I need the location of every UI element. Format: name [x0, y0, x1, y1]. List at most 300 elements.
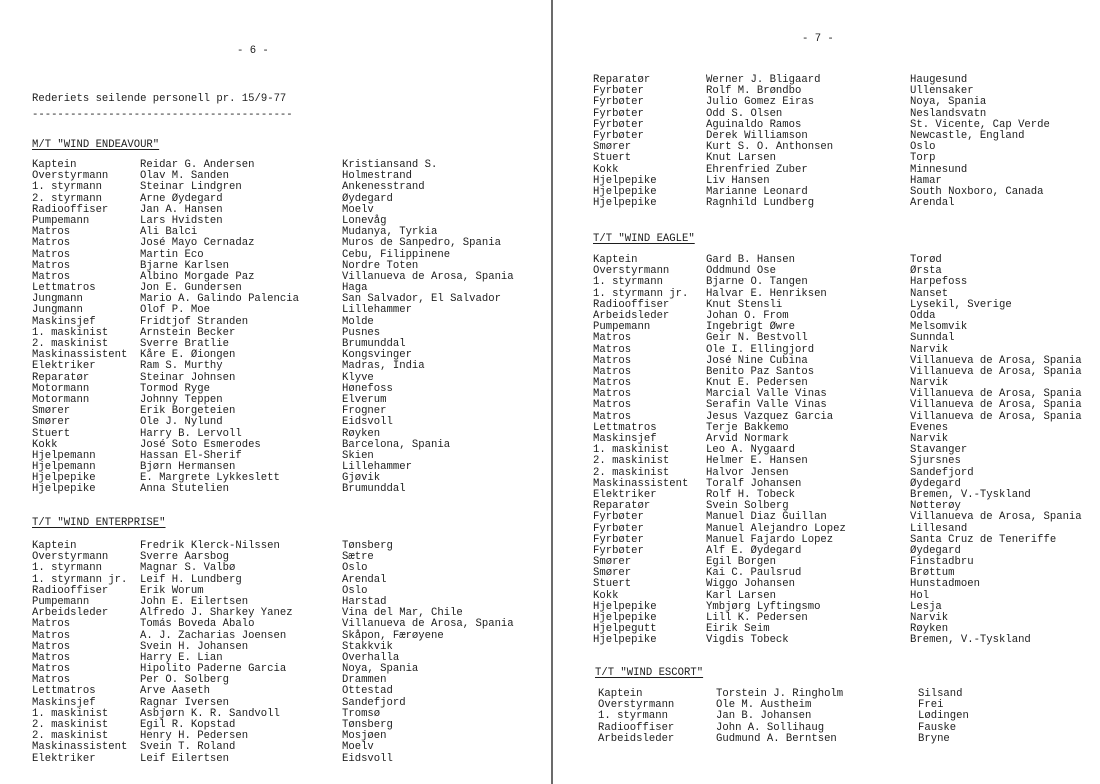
crew-hometown: Oslo	[342, 562, 368, 575]
crew-hometown: Villanueva de Arosa, Spania	[910, 399, 1082, 412]
crew-row	[32, 205, 544, 216]
crew-row	[32, 675, 544, 686]
crew-row	[593, 400, 1093, 411]
crew-hometown: Holmestrand	[342, 170, 412, 183]
crew-name: Sverre Aarsbog	[140, 551, 230, 564]
crew-position: Matros	[32, 226, 71, 239]
crew-name: Karl Larsen	[706, 589, 776, 602]
crew-position: Radiooffiser	[32, 203, 109, 216]
crew-hometown: Hamar	[910, 174, 942, 187]
crew-hometown: Skien	[342, 449, 374, 462]
crew-name: Per O. Solberg	[140, 674, 230, 687]
crew-hometown: Nordre Toten	[342, 259, 419, 272]
crew-hometown: Mudanya, Tyrkia	[342, 226, 438, 239]
crew-hometown: Skåpon, Færøyene	[342, 629, 444, 642]
crew-position: Fyrbøter	[593, 129, 644, 142]
crew-hometown: Harpefoss	[910, 276, 968, 289]
crew-hometown: Narvik	[910, 612, 949, 624]
crew-position: Kaptein	[593, 254, 638, 266]
crew-name: Alfredo J. Sharkey Yanez	[140, 607, 293, 620]
crew-hometown: Øydegard	[910, 544, 961, 557]
crew-name: Bjørn Hermansen	[140, 461, 236, 474]
crew-row	[32, 586, 544, 597]
crew-row	[593, 591, 1093, 602]
crew-list-wind-escort	[598, 689, 1098, 745]
crew-row	[32, 631, 544, 642]
crew-name: Tomás Boveda Abalo	[140, 618, 255, 631]
crew-hometown: Lillesand	[910, 522, 968, 535]
crew-name: Gard B. Hansen	[706, 254, 796, 266]
crew-position: Motormann	[32, 382, 90, 395]
crew-position: Pumpemann	[32, 214, 90, 227]
crew-row	[593, 512, 1093, 523]
crew-position: Stuert	[593, 578, 632, 591]
crew-hometown: Ottestad	[342, 685, 393, 698]
crew-name: José Soto Esmerodes	[140, 438, 261, 451]
crew-position: 2. maskinist	[32, 719, 109, 731]
crew-hometown: Villanueva de Arosa, Spania	[910, 388, 1082, 401]
crew-row	[593, 97, 1093, 108]
crew-row	[593, 165, 1093, 176]
crew-row	[32, 294, 544, 305]
crew-name: Leif H. Lundberg	[140, 573, 242, 586]
crew-row	[593, 333, 1093, 344]
crew-hometown: Santa Cruz de Teneriffe	[910, 533, 1057, 546]
crew-name: Arnstein Becker	[140, 326, 236, 339]
crew-position: Maskinsjef	[32, 315, 96, 328]
crew-position: Matros	[593, 354, 632, 367]
crew-name: Svein H. Johansen	[140, 640, 249, 653]
crew-row	[593, 153, 1093, 164]
crew-row	[593, 311, 1093, 322]
crew-position: Kaptein	[32, 540, 77, 552]
crew-position: Matros	[32, 674, 71, 687]
crew-position: Lettmatros	[32, 282, 96, 295]
crew-position: Elektriker	[593, 488, 657, 501]
crew-list-wind-enterprise	[32, 541, 544, 765]
crew-row	[32, 563, 544, 574]
crew-name: Ole J. Nylund	[140, 416, 223, 429]
crew-hometown: Vina del Mar, Chile	[342, 607, 463, 620]
crew-row	[32, 272, 544, 283]
crew-hometown: Tromsø	[342, 707, 381, 720]
crew-hometown: Narvik	[910, 377, 949, 390]
crew-name: Derek Williamson	[706, 129, 808, 142]
crew-hometown: Stavanger	[910, 444, 968, 457]
crew-position: Matros	[593, 365, 632, 378]
crew-name: Ingebrigt Øwre	[706, 321, 796, 334]
crew-name: Tormod Ryge	[140, 382, 210, 395]
crew-row	[593, 456, 1093, 467]
crew-row	[593, 322, 1093, 333]
crew-position: Fyrbøter	[593, 107, 644, 120]
crew-row	[32, 182, 544, 193]
crew-hometown: Moelv	[342, 741, 374, 754]
crew-position: Motormann	[32, 393, 90, 406]
crew-position: Stuert	[593, 152, 632, 165]
crew-row	[598, 700, 1098, 711]
crew-row	[32, 160, 544, 171]
crew-hometown: Pusnes	[342, 326, 381, 339]
crew-name: Mario A. Galindo Palencia	[140, 293, 299, 306]
crew-hometown: Arendal	[342, 573, 387, 586]
crew-hometown: Bremen, V.-Tyskland	[910, 634, 1031, 647]
ship-title-wind-enterprise: T/T "WIND ENTERPRISE"	[32, 517, 166, 529]
crew-hometown: Haugesund	[910, 74, 968, 86]
crew-name: José Nine Cubina	[706, 354, 808, 367]
crew-hometown: Bryne	[918, 732, 950, 745]
crew-position: Fyrbøter	[593, 533, 644, 546]
crew-row	[593, 86, 1093, 97]
crew-hometown: Brøttum	[910, 567, 955, 580]
crew-name: Harry E. Lian	[140, 651, 223, 664]
crew-row	[593, 613, 1093, 624]
crew-name: Fridtjof Stranden	[140, 315, 249, 328]
crew-name: Marianne Leonard	[706, 185, 808, 198]
crew-row	[32, 541, 544, 552]
crew-name: Torstein J. Ringholm	[716, 688, 844, 700]
crew-hometown: Bremen, V.-Tyskland	[910, 488, 1031, 501]
crew-hometown: Frei	[918, 699, 944, 712]
crew-hometown: Lødingen	[918, 710, 969, 723]
crew-hometown: Røyken	[342, 427, 381, 440]
crew-position: Pumpemann	[593, 321, 651, 334]
crew-row	[593, 345, 1093, 356]
crew-name: Knut E. Pedersen	[706, 377, 808, 390]
crew-hometown: Ørsta	[910, 265, 942, 278]
crew-name: Jan A. Hansen	[140, 203, 223, 216]
crew-hometown: Sætre	[342, 551, 374, 564]
crew-position: 2. maskinist	[593, 466, 670, 479]
crew-name: Jon E. Gundersen	[140, 282, 242, 295]
crew-position: Overstyrmann	[593, 265, 670, 278]
crew-hometown: Narvik	[910, 433, 949, 445]
crew-name: Julio Gomez Eiras	[706, 96, 815, 109]
crew-hometown: Torp	[910, 152, 936, 165]
crew-position: 1. maskinist	[593, 444, 670, 457]
crew-name: Svein T. Roland	[140, 741, 236, 754]
crew-row	[32, 328, 544, 339]
crew-hometown: Gjøvik	[342, 472, 381, 485]
crew-hometown: Evenes	[910, 421, 949, 434]
crew-row	[32, 686, 544, 697]
crew-row	[593, 568, 1093, 579]
crew-position: 1. styrmann	[32, 562, 102, 575]
crew-position: Radiooffiser	[598, 721, 675, 734]
crew-row	[593, 423, 1093, 434]
crew-position: 1. maskinist	[32, 326, 109, 339]
crew-position: Matros	[32, 248, 71, 261]
crew-hometown: Noya, Spania	[910, 96, 987, 109]
crew-row	[32, 440, 544, 451]
crew-name: Liv Hansen	[706, 174, 770, 187]
crew-name: Jan B. Johansen	[716, 710, 812, 723]
crew-hometown: Melsomvik	[910, 321, 968, 334]
crew-hometown: Oslo	[910, 141, 936, 154]
crew-hometown: Øydegard	[342, 192, 393, 205]
crew-name: Oddmund Ose	[706, 265, 776, 278]
crew-position: Matros	[32, 259, 71, 272]
crew-hometown: Fauske	[918, 721, 957, 734]
crew-hometown: Silsand	[918, 688, 963, 700]
crew-hometown: Tønsberg	[342, 719, 393, 731]
crew-hometown: Øydegard	[910, 477, 961, 490]
crew-row	[32, 653, 544, 664]
ship-title-wind-escort: T/T "WIND ESCORT"	[595, 667, 704, 679]
crew-row	[32, 575, 544, 586]
crew-position: Smører	[593, 141, 632, 154]
crew-name: Ali Balci	[140, 226, 198, 239]
crew-row	[593, 524, 1093, 535]
crew-hometown: Harstad	[342, 595, 387, 608]
crew-position: 1. styrmann	[598, 710, 668, 723]
crew-hometown: Stakkvik	[342, 640, 393, 653]
crew-position: Elektriker	[32, 360, 96, 373]
crew-row	[593, 187, 1093, 198]
crew-position: Hjelpepike	[593, 634, 657, 647]
crew-row	[32, 194, 544, 205]
crew-position: Hjelpemann	[32, 461, 96, 474]
crew-name: Manuel Alejandro Lopez	[706, 522, 846, 535]
crew-hometown: Madras, India	[342, 360, 425, 373]
crew-hometown: Brumunddal	[342, 483, 406, 496]
crew-position: 1. styrmann	[32, 181, 102, 194]
crew-position: Fyrbøter	[593, 544, 644, 557]
crew-name: Erik Borgeteien	[140, 405, 236, 418]
crew-hometown: Sandefjord	[910, 466, 974, 479]
crew-name: Harry B. Lervoll	[140, 427, 242, 440]
crew-hometown: Villanueva de Arosa, Spania	[910, 365, 1082, 378]
crew-hometown: Villanueva de Arosa, Spania	[910, 354, 1082, 367]
crew-position: 1. styrmann	[593, 276, 663, 289]
crew-hometown: Neslandsvatn	[910, 107, 987, 120]
crew-position: Hjelpepike	[32, 472, 96, 485]
crew-name: Rolf H. Tobeck	[706, 488, 796, 501]
crew-name: Terje Bakkemo	[706, 421, 789, 434]
crew-position: Hjelpepike	[593, 185, 657, 198]
crew-name: Arne Øydegard	[140, 192, 223, 205]
ship-title-wind-endeavour: M/T "WIND ENDEAVOUR"	[32, 139, 160, 151]
crew-position: Hjelpepike	[593, 197, 657, 210]
crew-name: Aguinaldo Ramos	[706, 118, 802, 131]
crew-row	[593, 546, 1093, 557]
crew-hometown: Kongsvinger	[342, 349, 412, 362]
crew-hometown: St. Vicente, Cap Verde	[910, 118, 1050, 131]
crew-name: Ragnar Iversen	[140, 696, 230, 709]
crew-name: Lill K. Pedersen	[706, 612, 808, 624]
crew-position: Reparatør	[593, 500, 651, 513]
crew-name: Wiggo Johansen	[706, 578, 796, 591]
crew-row	[32, 698, 544, 709]
crew-hometown: Lillehammer	[342, 461, 412, 474]
crew-name: Erik Worum	[140, 584, 204, 597]
crew-name: Vigdis Tobeck	[706, 634, 789, 647]
crew-hometown: Mosjøen	[342, 730, 387, 743]
crew-name: Henry H. Pedersen	[140, 730, 249, 743]
crew-hometown: Sjursnes	[910, 455, 961, 468]
crew-name: Manuel Fajardo Lopez	[706, 533, 834, 546]
crew-row	[593, 131, 1093, 142]
crew-position: Matros	[593, 332, 632, 345]
crew-row	[32, 552, 544, 563]
crew-row	[32, 350, 544, 361]
crew-position: Fyrbøter	[593, 118, 644, 131]
crew-position: Matros	[32, 663, 71, 676]
crew-position: Matros	[593, 410, 632, 423]
crew-hometown: Røyken	[910, 623, 949, 636]
crew-row	[593, 602, 1093, 613]
ship-title-wind-eagle: T/T "WIND EAGLE"	[593, 233, 695, 245]
crew-hometown: Tønsberg	[342, 540, 393, 552]
crew-hometown: Hunstadmoen	[910, 578, 980, 591]
crew-row	[593, 535, 1093, 546]
crew-name: Anna Stutelien	[140, 483, 230, 496]
document-heading: Rederiets seilende personell pr. 15/9-77	[32, 93, 287, 105]
crew-position: Lettmatros	[593, 421, 657, 434]
crew-name: Olav M. Sanden	[140, 170, 230, 183]
crew-position: Fyrbøter	[593, 85, 644, 98]
crew-hometown: Ullensaker	[910, 85, 974, 98]
crew-name: Bjarne O. Tangen	[706, 276, 808, 289]
crew-list-wind-endeavour	[32, 160, 544, 496]
crew-position: Smører	[593, 556, 632, 569]
crew-hometown: Nøtterøy	[910, 500, 961, 513]
crew-hometown: Villanueva de Arosa, Spania	[910, 410, 1082, 423]
crew-row	[32, 619, 544, 630]
crew-name: Geir N. Bestvoll	[706, 332, 808, 345]
crew-position: Arbeidsleder	[593, 309, 670, 322]
crew-name: Ole M. Austheim	[716, 699, 812, 712]
crew-name: Halvar E. Henriksen	[706, 287, 827, 300]
crew-name: Steinar Johnsen	[140, 371, 236, 384]
crew-name: Halvor Jensen	[706, 466, 789, 479]
crew-position: Hjelpemann	[32, 449, 96, 462]
crew-hometown: Lonevåg	[342, 214, 387, 227]
right-page	[553, 0, 1100, 784]
crew-hometown: Villanueva de Arosa, Spania	[342, 618, 514, 631]
crew-position: Matros	[32, 270, 71, 283]
crew-row	[32, 754, 544, 765]
crew-hometown: Villanueva de Arosa, Spania	[910, 511, 1082, 524]
crew-position: Matros	[32, 237, 71, 250]
crew-name: Kai C. Paulsrud	[706, 567, 802, 580]
crew-row	[32, 373, 544, 384]
crew-row	[593, 142, 1093, 153]
crew-position: Matros	[593, 399, 632, 412]
crew-name: Rolf M. Brøndbo	[706, 85, 802, 98]
crew-position: Jungmann	[32, 304, 83, 317]
crew-name: Marcial Valle Vinas	[706, 388, 827, 401]
crew-name: Benito Paz Santos	[706, 365, 815, 378]
crew-position: Lettmatros	[32, 685, 96, 698]
crew-position: Overstyrmann	[32, 170, 109, 183]
crew-name: Bjarne Karlsen	[140, 259, 230, 272]
crew-name: E. Margrete Lykkeslett	[140, 472, 280, 485]
crew-position: Overstyrmann	[32, 551, 109, 564]
crew-name: John E. Eilertsen	[140, 595, 249, 608]
crew-hometown: Narvik	[910, 343, 949, 356]
crew-name: Egil R. Kopstad	[140, 719, 236, 731]
crew-row	[593, 579, 1093, 590]
crew-name: Eirik Seim	[706, 623, 770, 636]
crew-position: Matros	[593, 343, 632, 356]
crew-name: Ole I. Ellingjord	[706, 343, 815, 356]
crew-row	[32, 250, 544, 261]
crew-name: John A. Sollihaug	[716, 721, 825, 734]
crew-hometown: Arendal	[910, 197, 955, 210]
crew-row	[32, 742, 544, 753]
crew-name: Ram S. Murthy	[140, 360, 223, 373]
crew-name: Jesus Vazquez Garcia	[706, 410, 834, 423]
crew-position: Hjelpepike	[32, 483, 96, 496]
crew-hometown: Overhalla	[342, 651, 400, 664]
crew-name: Leif Eilertsen	[140, 752, 230, 765]
crew-hometown: Moelv	[342, 203, 374, 216]
crew-hometown: Molde	[342, 315, 374, 328]
crew-hometown: Barcelona, Spania	[342, 438, 451, 451]
crew-hometown: Eidsvoll	[342, 416, 393, 429]
crew-name: Arvid Normark	[706, 433, 789, 445]
crew-name: Steinar Lindgren	[140, 181, 242, 194]
crew-position: Kokk	[593, 163, 619, 176]
crew-position: Matros	[32, 640, 71, 653]
crew-hometown: Odda	[910, 309, 936, 322]
crew-name: Toralf Johansen	[706, 477, 802, 490]
crew-name: Odd S. Olsen	[706, 107, 783, 120]
crew-name: Manuel Diaz Guillan	[706, 511, 827, 524]
crew-position: Smører	[32, 405, 71, 418]
crew-position: 1. maskinist	[32, 707, 109, 720]
crew-row	[32, 709, 544, 720]
crew-row	[32, 317, 544, 328]
crew-name: Sverre Bratlie	[140, 338, 230, 350]
crew-row	[593, 412, 1093, 423]
crew-hometown: Klyve	[342, 371, 374, 384]
crew-name: Kåre E. Øiongen	[140, 349, 236, 362]
crew-row	[32, 429, 544, 440]
crew-row	[32, 216, 544, 227]
crew-position: 2. styrmann	[32, 192, 102, 205]
crew-position: Matros	[593, 377, 632, 390]
crew-name: Hipolito Paderne Garcia	[140, 663, 287, 676]
crew-name: Arve Aaseth	[140, 685, 210, 698]
crew-hometown: Ankenesstrand	[342, 181, 425, 194]
crew-position: Hjelpegutt	[593, 623, 657, 636]
crew-position: Hjelpepike	[593, 600, 657, 613]
crew-name: Olof P. Moe	[140, 304, 210, 317]
crew-hometown: San Salvador, El Salvador	[342, 293, 501, 306]
crew-position: 2. maskinist	[32, 338, 109, 350]
crew-position: Fyrbøter	[593, 511, 644, 524]
crew-name: Werner J. Bligaard	[706, 74, 821, 86]
crew-position: Matros	[32, 651, 71, 664]
crew-hometown: Newcastle, England	[910, 129, 1025, 142]
crew-name: Lars Hvidsten	[140, 214, 223, 227]
crew-position: Jungmann	[32, 293, 83, 306]
crew-row	[593, 635, 1093, 646]
crew-row	[593, 490, 1093, 501]
crew-position: Kokk	[593, 589, 619, 602]
crew-position: Maskinassistent	[32, 349, 128, 362]
crew-row	[593, 198, 1093, 209]
crew-hometown: Torød	[910, 254, 942, 266]
crew-position: Maskinsjef	[32, 696, 96, 709]
crew-row	[32, 361, 544, 372]
crew-hometown: Drammen	[342, 674, 387, 687]
crew-row	[598, 734, 1098, 745]
crew-hometown: Brumunddal	[342, 338, 406, 350]
crew-row	[32, 417, 544, 428]
